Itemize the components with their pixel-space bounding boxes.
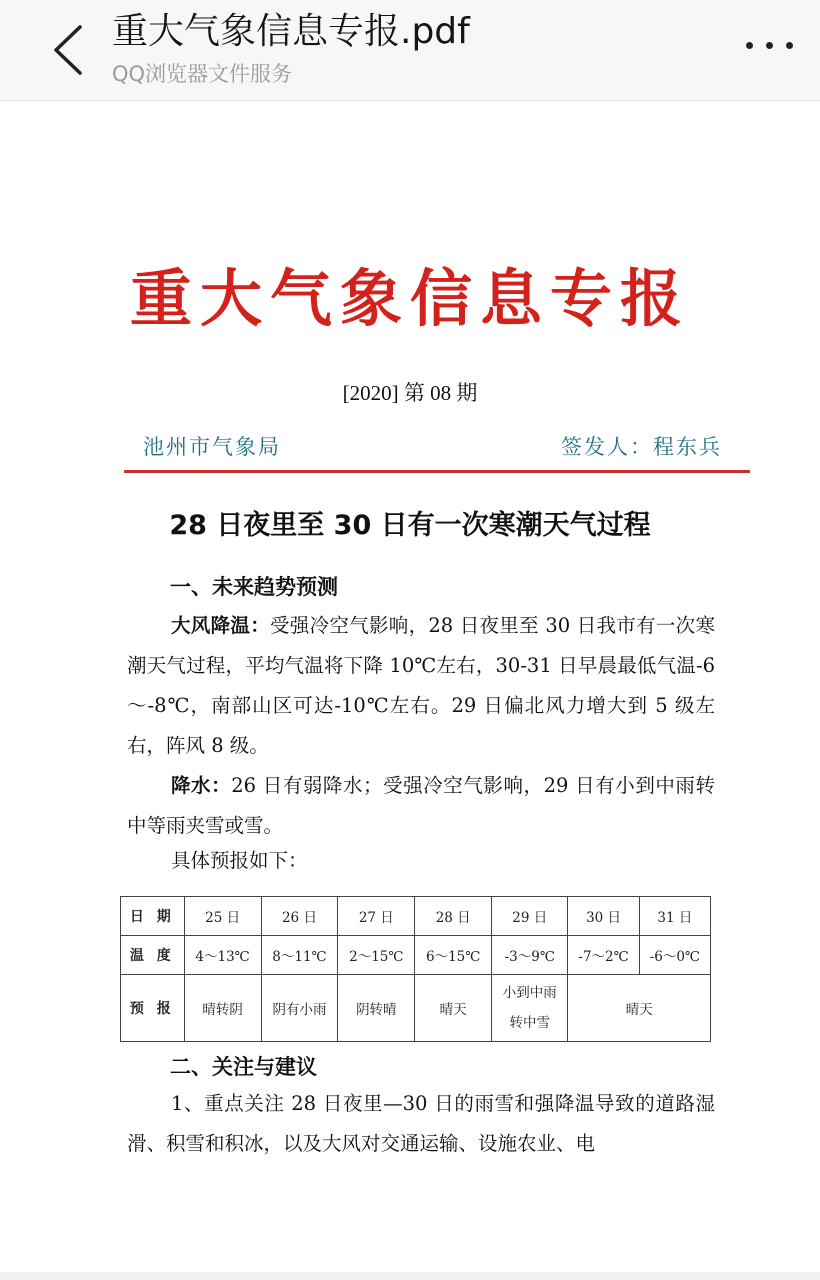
table-cell-line: 转中雪 [509, 1015, 551, 1031]
table-cell: 29 日 [492, 897, 568, 936]
section-title-advice: 二、关注与建议 [170, 1055, 317, 1079]
table-cell: 晴天 [415, 975, 492, 1042]
table-cell: 30 日 [568, 897, 639, 936]
table-cell: -7～2℃ [568, 936, 639, 975]
issue-number: [2020] 第 08 期 [342, 381, 478, 405]
bottom-edge [0, 1272, 820, 1280]
table-row-header: 预 报 [121, 975, 185, 1042]
table-row-header: 温 度 [121, 936, 185, 975]
more-horizontal-icon [786, 42, 793, 49]
table-cell: 阴转晴 [338, 975, 415, 1042]
forecast-table [120, 896, 711, 1042]
paragraph-label: 降水： [171, 774, 232, 797]
masthead-title: 重大气象信息专报 [129, 262, 690, 335]
paragraph-wind-cooling [127, 606, 715, 766]
table-cell: 晴天 [568, 975, 711, 1042]
document-source: QQ浏览器文件服务 [112, 62, 293, 86]
table-cell: 31 日 [639, 897, 710, 936]
table-cell: 4～13℃ [184, 936, 261, 975]
table-cell: 8～11℃ [261, 936, 338, 975]
paragraph-text: 受强冷空气影响，28 日夜里至 30 日我市有一次寒潮天气过程，平均气温将下降 10℃左右，30-31 日早晨最低气温-6～-8℃，南部山区可达-10℃左右。29 日偏北风力增大到 5 级左右，阵风 8 级。 [127, 614, 715, 757]
table-row [121, 897, 711, 936]
section-title-forecast: 一、未来趋势预测 [170, 575, 338, 599]
table-cell: -3～9℃ [492, 936, 568, 975]
table-row-header: 日 期 [121, 897, 185, 936]
table-cell-line: 小到中雨 [502, 985, 557, 1001]
paragraph-advice [127, 1084, 715, 1164]
paragraph-text: 26 日有弱降水；受强冷空气影响，29 日有小到中雨转中等雨夹雪或雪。 [127, 774, 715, 837]
more-horizontal-icon [766, 42, 773, 49]
table-cell: 26 日 [261, 897, 338, 936]
issuer: 池州市气象局 [143, 435, 281, 459]
table-cell: -6～0℃ [639, 936, 710, 975]
table-cell [492, 975, 568, 1042]
header-divider [124, 470, 750, 473]
paragraph-label: 大风降温： [171, 614, 270, 637]
table-cell: 28 日 [415, 897, 492, 936]
table-cell: 阴有小雨 [261, 975, 338, 1042]
paragraph-text: 具体预报如下： [171, 849, 308, 872]
app-bar [0, 0, 820, 101]
table-cell: 27 日 [338, 897, 415, 936]
chevron-left-icon [50, 24, 86, 76]
document-title: 重大气象信息专报.pdf [112, 11, 470, 52]
table-cell: 晴转阴 [184, 975, 261, 1042]
more-options-button[interactable] [738, 30, 798, 60]
pdf-page[interactable] [0, 101, 820, 1280]
paragraph-text: 1、重点关注 28 日夜里—30 日的雨雪和强降温导致的道路湿滑、积雪和积冰，以及大风对交通运输、设施农业、电 [127, 1092, 715, 1155]
paragraph-precipitation [127, 766, 715, 846]
signer: 签发人：程东兵 [561, 435, 722, 459]
table-cell: 25 日 [184, 897, 261, 936]
more-horizontal-icon [746, 42, 753, 49]
table-cell: 2～15℃ [338, 936, 415, 975]
back-button[interactable] [40, 18, 96, 78]
paragraph-forecast-intro [127, 841, 715, 881]
table-cell: 6～15℃ [415, 936, 492, 975]
table-row [121, 975, 711, 1042]
headline: 28 日夜里至 30 日有一次寒潮天气过程 [169, 510, 651, 541]
table-row [121, 936, 711, 975]
